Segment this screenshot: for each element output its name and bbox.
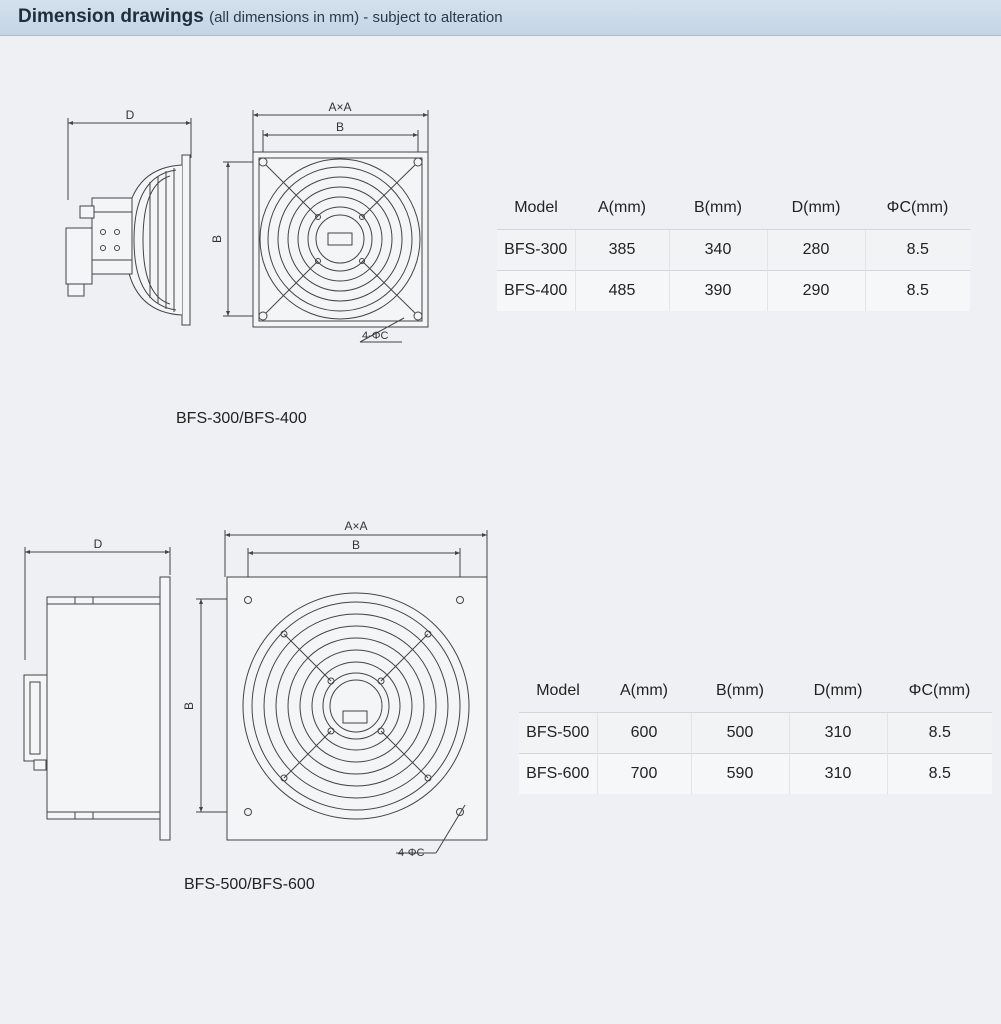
col-header-c: ΦC(mm) [886, 199, 949, 217]
dim-label-d-small: D [125, 108, 135, 122]
table-row [519, 712, 992, 753]
col-header-model: Model [514, 199, 558, 217]
front-view-large [196, 530, 487, 853]
col-header-b: B(mm) [716, 682, 764, 700]
cell-d: 290 [767, 270, 865, 311]
cell-c: 8.5 [887, 753, 992, 794]
cell-c: 8.5 [865, 270, 970, 311]
cell-model: BFS-400 [497, 270, 575, 311]
cell-c: 8.5 [887, 712, 992, 753]
side-view-small [66, 118, 191, 325]
cell-d: 310 [789, 712, 887, 753]
figure-caption-small: BFS-300/BFS-400 [176, 410, 307, 427]
dim-label-d-large: D [93, 537, 103, 551]
dim-label-holes-large: 4-ΦC [398, 847, 425, 859]
col-header-d: D(mm) [791, 199, 841, 217]
spec-table-large [519, 671, 992, 794]
cell-a: 485 [575, 270, 669, 311]
dim-label-b-small: B [335, 120, 345, 134]
side-view-large [24, 547, 170, 840]
col-header-b: B(mm) [694, 199, 742, 217]
dim-label-b-vertical-large: B [182, 701, 196, 711]
col-header-d: D(mm) [813, 682, 863, 700]
table-header-row [519, 671, 992, 712]
cell-c: 8.5 [865, 229, 970, 270]
cell-b: 500 [691, 712, 789, 753]
cell-model: BFS-500 [519, 712, 597, 753]
cell-d: 310 [789, 753, 887, 794]
cell-model: BFS-300 [497, 229, 575, 270]
col-header-model: Model [536, 682, 580, 700]
cell-d: 280 [767, 229, 865, 270]
dim-label-holes-small: 4-ΦC [362, 330, 389, 342]
cell-a: 700 [597, 753, 691, 794]
cell-b: 590 [691, 753, 789, 794]
dim-label-b-large: B [351, 538, 361, 552]
dim-label-axa-small: A×A [328, 100, 352, 114]
table-row [519, 753, 992, 794]
cell-b: 340 [669, 229, 767, 270]
dim-label-b-vertical-small: B [210, 234, 224, 244]
figure-caption-large: BFS-500/BFS-600 [184, 876, 315, 893]
dim-label-axa-large: A×A [344, 519, 368, 533]
spec-table-small [497, 188, 970, 311]
cell-a: 385 [575, 229, 669, 270]
title-text: Dimension drawings [18, 6, 204, 27]
table-header-row [497, 188, 970, 229]
col-header-a: A(mm) [598, 199, 646, 217]
table-row [497, 229, 970, 270]
title-subtitle: (all dimensions in mm) - subject to alteration [209, 9, 503, 26]
cell-b: 390 [669, 270, 767, 311]
cell-model: BFS-600 [519, 753, 597, 794]
col-header-c: ΦC(mm) [908, 682, 971, 700]
front-view-small [223, 110, 428, 342]
table-row [497, 270, 970, 311]
cell-a: 600 [597, 712, 691, 753]
col-header-a: A(mm) [620, 682, 668, 700]
